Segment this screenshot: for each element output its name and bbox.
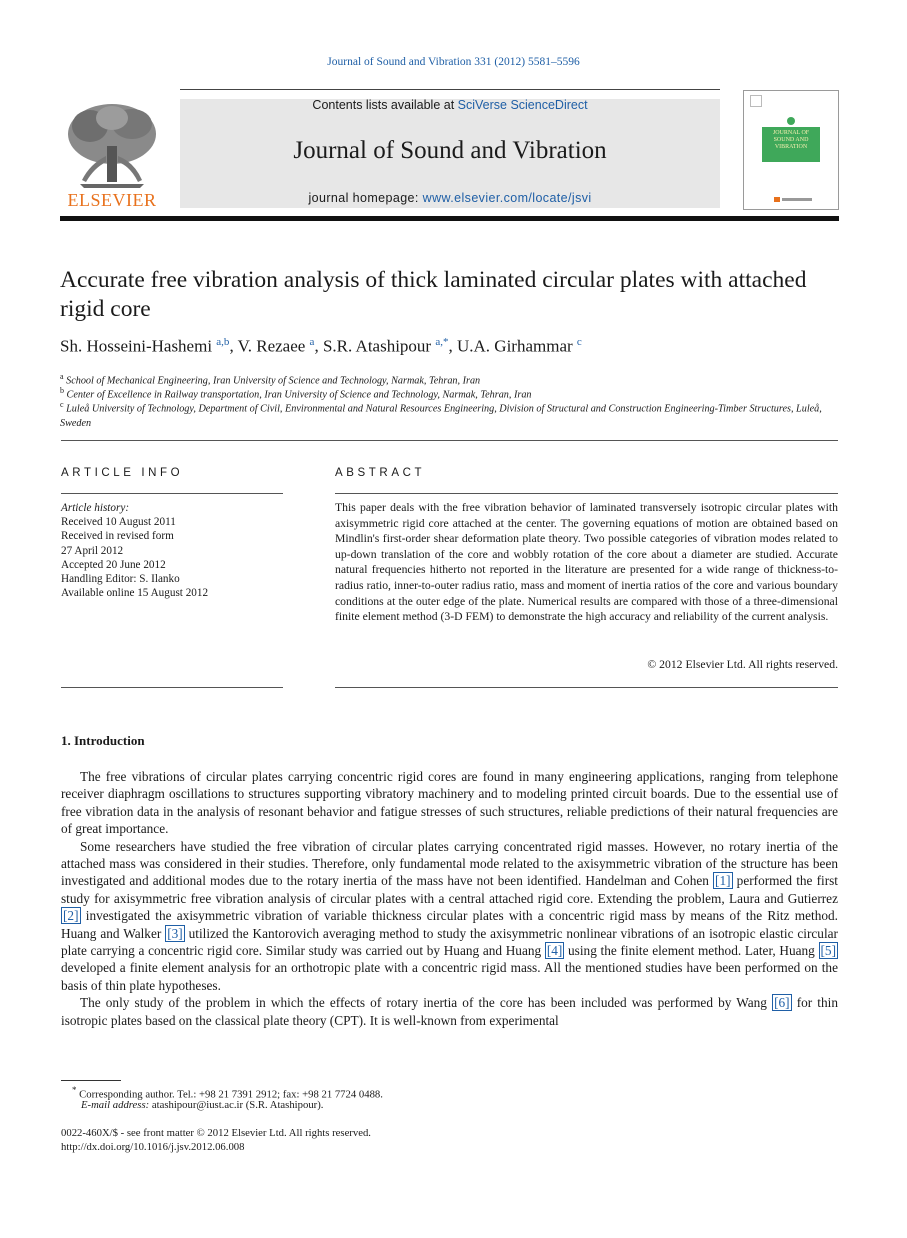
footnote-marker: * bbox=[72, 1085, 77, 1095]
affiliation-marker: a bbox=[60, 372, 64, 381]
front-matter-note: 0022-460X/$ - see front matter © 2012 Elsevier Ltd. All rights reserved. bbox=[61, 1127, 371, 1139]
author-name: S.R. Atashipour bbox=[322, 336, 432, 356]
paragraph-text: Some researchers have studied the free vibration of circular plates carrying concentrated rigid masses. However, no rotary inertia of the attached mass was considered in their studies. Therefore, only fundamental mode related to the axisymmetric vibration of the structure has been investigated and additional modes due to the rotary inertia of the mass have not been identified. Handelman and Cohen bbox=[61, 838, 838, 889]
reference-link-4[interactable]: [4] bbox=[546, 943, 563, 959]
paragraph-text: performed the first study for axisymmetric free vibration analysis of circular plates with a central attached rigid core. Extending the problem, Laura and Gutierrez bbox=[61, 873, 838, 906]
abstract-bottom-rule bbox=[335, 687, 838, 688]
cover-logo-icon bbox=[787, 117, 795, 125]
affiliation-text: Luleå University of Technology, Department of Civil, Environmental and Natural Resources Engineering, Division of Structural and Construction Engineering-Timber Structures, Luleå, Sweden bbox=[60, 403, 822, 429]
author-name: V. Rezaee bbox=[237, 336, 306, 356]
author-name: Sh. Hosseini-Hashemi bbox=[60, 336, 213, 356]
affiliation-marker: b bbox=[60, 386, 64, 395]
cover-header-mark bbox=[750, 95, 762, 107]
affiliation-text: School of Mechanical Engineering, Iran University of Science and Technology, Narmak, Tehran, Iran bbox=[66, 375, 481, 387]
cover-publisher-icon bbox=[774, 195, 814, 203]
reference-link-1[interactable]: [1] bbox=[715, 873, 731, 889]
masthead-bottom-rule bbox=[60, 216, 839, 221]
paragraph-text: developed a finite element analysis for an orthotropic plate with a concentric rigid mass. All the mentioned studies have been performed on the basis of thin plate hypotheses. bbox=[61, 960, 838, 993]
cover-title: JOURNAL OF SOUND AND VIBRATION bbox=[762, 127, 820, 162]
sciverse-link[interactable]: SciVerse ScienceDirect bbox=[457, 98, 588, 112]
email-label: E-mail address: bbox=[81, 1099, 150, 1111]
article-info-rule bbox=[61, 493, 283, 494]
history-title: Article history: bbox=[61, 502, 130, 514]
author-affiliation-link[interactable]: c bbox=[576, 336, 582, 348]
reference-link-2[interactable]: [2] bbox=[63, 908, 79, 924]
doi-link[interactable]: http://dx.doi.org/10.1016/j.jsv.2012.06.008 bbox=[61, 1141, 245, 1153]
history-item: Handling Editor: S. Ilanko bbox=[61, 573, 180, 586]
elsevier-logo bbox=[60, 96, 164, 212]
footnote-rule bbox=[61, 1080, 121, 1081]
history-item: 27 April 2012 bbox=[61, 544, 124, 557]
author-affiliation-link[interactable]: a bbox=[309, 336, 315, 348]
paragraph-text: investigated the axisymmetric vibration of variable thickness circular plates with a concentric rigid mass by means of the Ritz method. Huang and Walker bbox=[61, 908, 838, 941]
affiliation bbox=[60, 398, 840, 431]
article-history bbox=[61, 501, 283, 600]
paragraph bbox=[61, 994, 838, 1029]
article-title: Accurate free vibration analysis of thick laminated circular plates with attached rigid core bbox=[60, 267, 807, 322]
reference-link-6[interactable]: [6] bbox=[774, 995, 790, 1011]
abstract-rule bbox=[335, 493, 838, 494]
history-item: Received in revised form bbox=[61, 530, 174, 543]
masthead-top-rule bbox=[180, 89, 720, 90]
reference-link-3[interactable]: [3] bbox=[167, 925, 183, 941]
journal-cover-thumbnail[interactable] bbox=[743, 90, 839, 210]
homepage-prefix: journal homepage: bbox=[308, 191, 423, 205]
abstract-text: This paper deals with the free vibration behavior of laminated transversely isotropic circular plates with axisymmetric rigid core attached at the center. The governing equations of motion are obtained based on Mindlin's first-order shear deformation plate theory. Two possible categories of vibration modes related to up-down translation of the core and wobbly rotation of the core about a diameter are studied. Accurate natural frequencies hitherto not reported in the literature are presented for a wide range of thickness-to-radius ratio, inner-to-outer radius ratio, mass and moment of inertia ratios of the core and various boundary conditions at the outer edge of the plate. Numerical results are compared with those of a three-dimensional finite element method (3-D FEM) to demonstrate the high accuracy and reliability of the current analysis. bbox=[335, 501, 838, 624]
history-item: Accepted 20 June 2012 bbox=[61, 558, 166, 571]
paragraph-text: for thin isotropic plates based on the classical plate theory (CPT). It is well-known from experimental bbox=[61, 995, 838, 1028]
header-divider bbox=[61, 440, 838, 441]
contents-prefix: Contents lists available at bbox=[312, 98, 458, 112]
author-list: Sh. Hosseini-Hashemi $^{a,b}$, V. Rezaee $^a$, S.R. Atashipour $^{a,*}$, U.A. Girhammar $^c$ bbox=[60, 336, 582, 356]
affiliation-marker: c bbox=[60, 400, 64, 409]
article-info-bottom-rule bbox=[61, 687, 283, 688]
paragraph-text: utilized the Kantorovich averaging method to study the axisymmetric nonlinear vibrations of an isotropic elastic circular plate carrying a concentric rigid core. Similar study was carried out by Huang and Huang bbox=[61, 925, 838, 959]
paragraph: The free vibrations of circular plates carrying concentric rigid cores are found in many engineering applications, ranging from telephone receiver diaphragm oscillations to structures supporting vibratory machinery and to modeling printed circuit boards. Due to the essential use of free vibration data in the analysis of resonant behavior and fatigue stresses of such structures, reliable predictions of their natural frequencies are of great importance. bbox=[61, 769, 838, 837]
journal-citation[interactable]: Journal of Sound and Vibration 331 (2012) 5581–5596 bbox=[327, 56, 580, 68]
paragraph-text: using the finite element method. Later, Huang bbox=[564, 943, 819, 959]
author-name: U.A. Girhammar bbox=[456, 336, 573, 356]
abstract-heading: ABSTRACT bbox=[335, 467, 426, 479]
abstract-copyright: © 2012 Elsevier Ltd. All rights reserved. bbox=[647, 658, 838, 671]
section-heading-introduction: 1. Introduction bbox=[61, 733, 145, 748]
history-item: Available online 15 August 2012 bbox=[61, 587, 209, 600]
author-affiliation-link[interactable]: a,* bbox=[435, 336, 449, 348]
journal-homepage bbox=[180, 191, 720, 205]
author-affiliation-link[interactable]: a,b bbox=[216, 336, 230, 348]
footnote-email bbox=[61, 1098, 858, 1113]
history-item: Received 10 August 2011 bbox=[61, 516, 176, 529]
journal-name: Journal of Sound and Vibration bbox=[293, 137, 607, 164]
homepage-link[interactable]: www.elsevier.com/locate/jsvi bbox=[422, 191, 592, 205]
paragraph bbox=[61, 838, 838, 995]
reference-link-5[interactable]: [5] bbox=[820, 943, 837, 959]
elsevier-wordmark: ELSEVIER bbox=[67, 190, 157, 210]
email-text[interactable]: atashipour@iust.ac.ir (S.R. Atashipour). bbox=[149, 1099, 324, 1111]
footnote-text: Corresponding author. Tel.: +98 21 7391 2912; fax: +98 21 7724 0488. bbox=[76, 1088, 383, 1101]
affiliation-text: Center of Excellence in Railway transportation, Iran University of Science and Technology, Narmak, Tehran, Iran bbox=[66, 389, 532, 401]
contents-line bbox=[180, 98, 720, 112]
paragraph-text: The only study of the problem in which the effects of rotary inertia of the core has been included was performed by Wang bbox=[80, 995, 773, 1011]
article-info-heading: ARTICLE INFO bbox=[61, 467, 184, 479]
introduction-body bbox=[61, 768, 838, 1029]
